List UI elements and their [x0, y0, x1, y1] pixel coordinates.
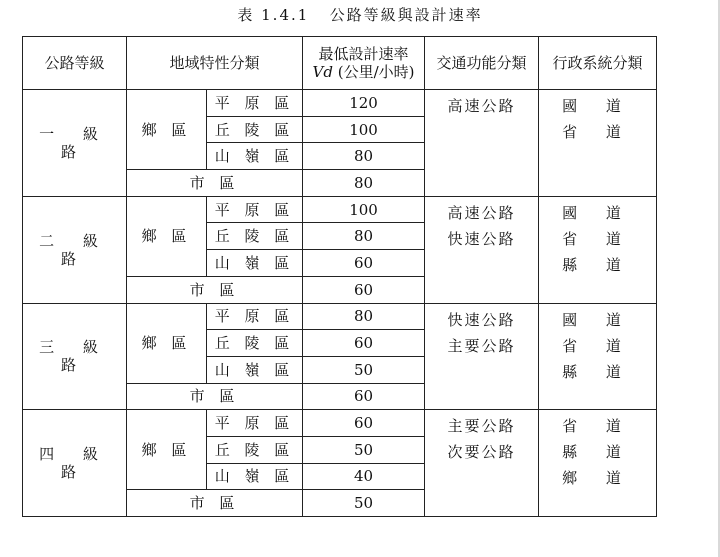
table-row: [23, 196, 657, 223]
header-admin: 行政系統分類: [539, 37, 657, 90]
function-class: [425, 90, 539, 197]
function-class: [425, 303, 539, 410]
terrain-hill: 丘 陵 區: [207, 116, 303, 143]
terrain-hill: 丘 陵 區: [207, 330, 303, 357]
header-speed-symbol: Vd: [312, 63, 333, 81]
design-speed: 80: [303, 223, 425, 250]
region-urban: 市 區: [127, 383, 303, 410]
design-speed: 50: [303, 356, 425, 383]
function-item: 高速公路: [447, 97, 516, 115]
admin-item: 鄉 道: [562, 469, 633, 488]
function-class: [425, 196, 539, 303]
function-item: 高速公路: [447, 203, 516, 222]
terrain-plain: 平 原 區: [207, 196, 303, 223]
header-speed-title: 最低設計速率: [318, 45, 409, 63]
design-speed: 50: [303, 436, 425, 463]
design-speed: 60: [303, 330, 425, 357]
design-speed: 100: [303, 116, 425, 143]
design-speed: 60: [303, 250, 425, 277]
terrain-mountain: 山 嶺 區: [207, 143, 303, 170]
admin-class: [539, 196, 657, 303]
admin-item: 省 道: [562, 123, 633, 141]
design-speed: 80: [303, 170, 425, 197]
design-speed: 40: [303, 463, 425, 490]
grade-name: 四 級 路: [23, 410, 127, 517]
admin-item: 縣 道: [562, 362, 633, 381]
design-speed: 80: [303, 143, 425, 170]
header-speed: [303, 37, 425, 90]
design-speed: 60: [303, 410, 425, 437]
admin-item: 省 道: [562, 229, 633, 248]
table-row: [23, 303, 657, 330]
function-item: 次要公路: [447, 443, 516, 462]
admin-class: [539, 90, 657, 197]
admin-item: 省 道: [562, 417, 633, 436]
region-urban: 市 區: [127, 276, 303, 303]
region-urban: 市 區: [127, 170, 303, 197]
grade-name: 三 級 路: [23, 303, 127, 410]
admin-item: 國 道: [562, 203, 633, 222]
admin-item: 省 道: [562, 336, 633, 355]
header-row: [23, 37, 657, 90]
design-speed: 50: [303, 490, 425, 517]
table-row: [23, 90, 657, 117]
terrain-hill: 丘 陵 區: [207, 436, 303, 463]
admin-class: [539, 410, 657, 517]
region-urban: 市 區: [127, 490, 303, 517]
admin-item: 國 道: [562, 97, 633, 115]
region-rural: 鄉 區: [127, 410, 207, 490]
design-speed: 60: [303, 383, 425, 410]
terrain-mountain: 山 嶺 區: [207, 463, 303, 490]
function-item: 主要公路: [447, 336, 516, 355]
admin-class: [539, 303, 657, 410]
terrain-mountain: 山 嶺 區: [207, 250, 303, 277]
function-item: 主要公路: [447, 417, 516, 436]
admin-item: 縣 道: [562, 255, 633, 274]
terrain-plain: 平 原 區: [207, 303, 303, 330]
function-item: 快速公路: [447, 310, 516, 329]
region-rural: 鄉 區: [127, 90, 207, 170]
design-speed-table: [22, 36, 657, 517]
table-body: [23, 90, 657, 517]
table-caption: 表 1.4.1 公路等級與設計速率: [237, 6, 483, 24]
terrain-mountain: 山 嶺 區: [207, 356, 303, 383]
header-region: 地域特性分類: [127, 37, 303, 90]
grade-name: 二 級 路: [23, 196, 127, 303]
design-speed: 80: [303, 303, 425, 330]
design-speed: 100: [303, 196, 425, 223]
function-item: 快速公路: [447, 229, 516, 248]
terrain-plain: 平 原 區: [207, 90, 303, 117]
header-grade: 公路等級: [23, 37, 127, 90]
region-rural: 鄉 區: [127, 303, 207, 383]
design-speed: 120: [303, 90, 425, 117]
admin-item: 國 道: [562, 310, 633, 329]
terrain-plain: 平 原 區: [207, 410, 303, 437]
grade-name: 一 級 路: [23, 90, 127, 197]
header-function: 交通功能分類: [425, 37, 539, 90]
terrain-hill: 丘 陵 區: [207, 223, 303, 250]
header-speed-unit: (公里/小時): [337, 63, 415, 81]
admin-item: 縣 道: [562, 443, 633, 462]
region-rural: 鄉 區: [127, 196, 207, 276]
table-row: [23, 410, 657, 437]
design-speed: 60: [303, 276, 425, 303]
function-class: [425, 410, 539, 517]
